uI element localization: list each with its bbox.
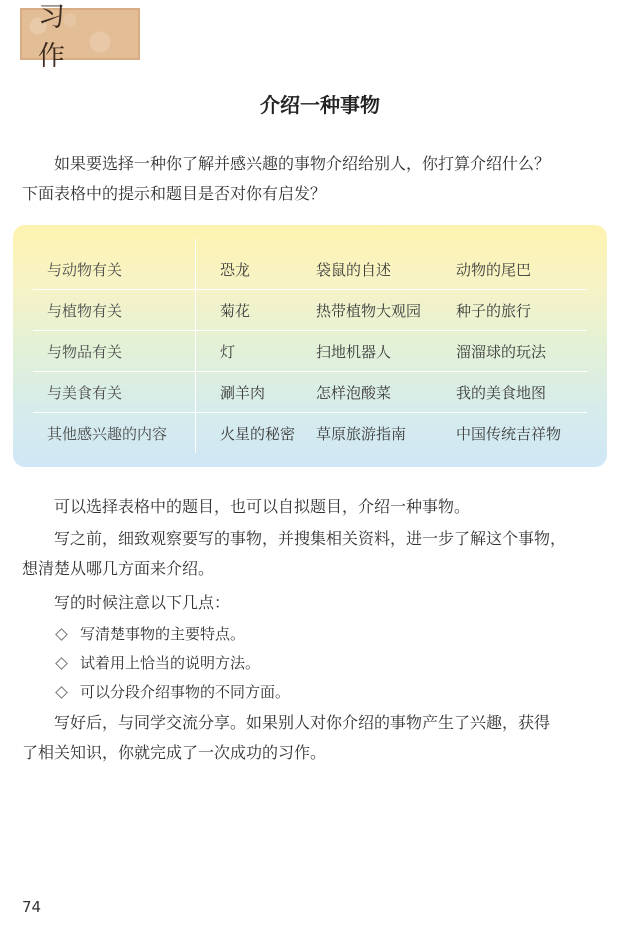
diamond-bullet-icon <box>55 657 68 670</box>
body-paragraph-4-line-2: 了相关知识，你就完成了一次成功的习作。 <box>22 743 327 762</box>
topic-cell: 灯 <box>220 342 236 361</box>
topic-cell: 菊花 <box>220 301 251 320</box>
tip-item <box>55 620 245 648</box>
category-cell: 与动物有关 <box>47 260 123 279</box>
topic-cell: 我的美食地图 <box>456 383 547 402</box>
topic-cell: 涮羊肉 <box>220 383 266 402</box>
body-paragraph-4-line-1: 写好后，与同学交流分享。如果别人对你介绍的事物产生了兴趣，获得 <box>54 713 551 732</box>
topic-cell: 袋鼠的自述 <box>316 260 392 279</box>
topic-cell: 溜溜球的玩法 <box>456 342 547 361</box>
topic-cell: 中国传统吉祥物 <box>456 424 562 443</box>
category-cell: 其他感兴趣的内容 <box>47 424 168 443</box>
category-cell: 与物品有关 <box>47 342 123 361</box>
section-tag-label: 习 作 <box>38 2 83 72</box>
lesson-title: 介绍一种事物 <box>260 93 380 117</box>
body-paragraph-3: 写的时候注意以下几点： <box>54 593 231 612</box>
topic-cell: 扫地机器人 <box>316 342 392 361</box>
diamond-bullet-icon <box>55 686 68 699</box>
topic-cell: 热带植物大观园 <box>316 301 422 320</box>
intro-line-1: 如果要选择一种你了解并感兴趣的事物介绍给别人，你打算介绍什么？ <box>54 154 551 173</box>
tip-item <box>55 678 290 706</box>
topic-table <box>13 225 607 467</box>
tip-text: 可以分段介绍事物的不同方面。 <box>80 683 291 701</box>
topic-cell: 怎样泡酸菜 <box>316 383 392 402</box>
diamond-bullet-icon <box>55 628 68 641</box>
table-row <box>13 290 607 330</box>
body-paragraph-1: 可以选择表格中的题目，也可以自拟题目，介绍一种事物。 <box>54 497 471 516</box>
tip-item <box>55 649 260 677</box>
table-row <box>13 413 607 453</box>
body-paragraph-2-line-1: 写之前，细致观察要写的事物，并搜集相关资料，进一步了解这个事物， <box>54 529 567 548</box>
section-tag <box>20 2 140 72</box>
topic-cell: 火星的秘密 <box>220 424 296 443</box>
table-row <box>13 331 607 371</box>
tip-text: 写清楚事物的主要特点。 <box>80 625 246 643</box>
category-cell: 与植物有关 <box>47 301 123 320</box>
table-row <box>13 249 607 289</box>
page-number: 74 <box>22 898 42 916</box>
topic-cell: 恐龙 <box>220 260 251 279</box>
intro-line-2: 下面表格中的提示和题目是否对你有启发？ <box>22 184 327 203</box>
topic-cell: 草原旅游指南 <box>316 424 407 443</box>
topic-cell: 种子的旅行 <box>456 301 532 320</box>
body-paragraph-2-line-2: 想清楚从哪几方面来介绍。 <box>22 559 215 578</box>
topic-cell: 动物的尾巴 <box>456 260 532 279</box>
category-cell: 与美食有关 <box>47 383 123 402</box>
table-row <box>13 372 607 412</box>
tip-text: 试着用上恰当的说明方法。 <box>80 654 261 672</box>
